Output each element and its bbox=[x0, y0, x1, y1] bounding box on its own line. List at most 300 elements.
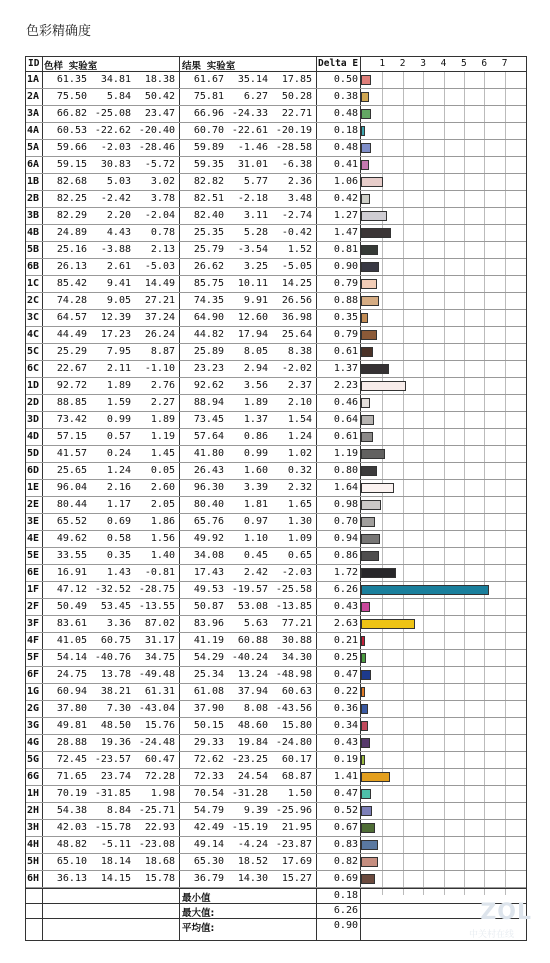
result-lab-value: 66.96 bbox=[193, 108, 224, 119]
delta-e-value: 0.80 bbox=[333, 465, 358, 476]
sample-lab-value: 12.39 bbox=[100, 312, 131, 323]
result-lab-value: 74.35 bbox=[193, 295, 224, 306]
result-lab-value: 50.28 bbox=[281, 91, 312, 102]
result-lab-value: 54.29 bbox=[193, 652, 224, 663]
sample-lab-value: -5.11 bbox=[100, 839, 131, 850]
header-sample: 色样 实验室 bbox=[44, 61, 98, 72]
delta-e-bar bbox=[361, 483, 394, 493]
delta-e-bar bbox=[361, 296, 379, 306]
delta-e-bar bbox=[361, 432, 373, 442]
result-lab-value: 26.62 bbox=[193, 261, 224, 272]
result-lab-value: 22.71 bbox=[281, 108, 312, 119]
sample-lab-value: 1.56 bbox=[150, 533, 175, 544]
delta-e-bar bbox=[361, 449, 385, 459]
result-lab-value: 73.45 bbox=[193, 414, 224, 425]
table-row bbox=[26, 140, 526, 157]
delta-e-value: 0.52 bbox=[333, 805, 358, 816]
delta-e-value: 0.48 bbox=[333, 108, 358, 119]
delta-e-bar bbox=[361, 789, 371, 799]
result-lab-value: 3.25 bbox=[243, 261, 268, 272]
result-lab-value: 57.64 bbox=[193, 431, 224, 442]
sample-lab-value: 70.19 bbox=[56, 788, 87, 799]
result-lab-value: -19.57 bbox=[231, 584, 268, 595]
sample-lab-value: 47.12 bbox=[56, 584, 87, 595]
delta-e-value: 0.47 bbox=[333, 669, 358, 680]
result-lab-value: -2.03 bbox=[281, 567, 312, 578]
sample-lab-value: -15.78 bbox=[94, 822, 131, 833]
result-lab-value: 88.94 bbox=[193, 397, 224, 408]
result-lab-value: 53.08 bbox=[237, 601, 268, 612]
result-lab-value: 3.48 bbox=[287, 193, 312, 204]
sample-lab-value: 0.57 bbox=[106, 431, 131, 442]
table-row bbox=[26, 395, 526, 412]
table-row bbox=[26, 293, 526, 310]
sample-lab-value: 22.93 bbox=[144, 822, 175, 833]
delta-e-value: 1.19 bbox=[333, 448, 358, 459]
sample-lab-value: 37.24 bbox=[144, 312, 175, 323]
delta-e-value: 0.83 bbox=[333, 839, 358, 850]
sample-lab-value: 23.47 bbox=[144, 108, 175, 119]
sample-lab-value: 2.20 bbox=[106, 210, 131, 221]
sample-lab-value: 60.47 bbox=[144, 754, 175, 765]
patch-id: 6E bbox=[27, 567, 40, 578]
sample-lab-value: 73.42 bbox=[56, 414, 87, 425]
color-accuracy-table bbox=[25, 56, 527, 941]
result-lab-value: 60.70 bbox=[193, 125, 224, 136]
delta-e-bar bbox=[361, 75, 371, 85]
sample-lab-value: 88.85 bbox=[56, 397, 87, 408]
patch-id: 3D bbox=[27, 414, 40, 425]
sample-lab-value: 38.21 bbox=[100, 686, 131, 697]
table-row bbox=[26, 191, 526, 208]
result-lab-value: 5.63 bbox=[243, 618, 268, 629]
scale-tick-label: 4 bbox=[440, 58, 447, 69]
result-lab-value: 14.30 bbox=[237, 873, 268, 884]
result-lab-value: -15.19 bbox=[231, 822, 268, 833]
result-lab-value: -4.24 bbox=[237, 839, 268, 850]
sample-lab-value: 9.05 bbox=[106, 295, 131, 306]
sample-lab-value: 0.69 bbox=[106, 516, 131, 527]
result-lab-value: 82.82 bbox=[193, 176, 224, 187]
sample-lab-value: 18.14 bbox=[100, 856, 131, 867]
delta-e-bar bbox=[361, 398, 370, 408]
delta-e-value: 1.72 bbox=[333, 567, 358, 578]
patch-id: 6B bbox=[27, 261, 40, 272]
result-lab-value: 77.21 bbox=[281, 618, 312, 629]
sample-lab-value: 33.55 bbox=[56, 550, 87, 561]
result-lab-value: 54.79 bbox=[193, 805, 224, 816]
summary-max-row bbox=[26, 903, 526, 918]
patch-id: 4G bbox=[27, 737, 40, 748]
summary-min-value: 0.18 bbox=[333, 890, 358, 901]
table-row bbox=[26, 820, 526, 837]
delta-e-bar bbox=[361, 466, 377, 476]
delta-e-bar bbox=[361, 177, 383, 187]
table-row bbox=[26, 225, 526, 242]
result-lab-value: 0.86 bbox=[243, 431, 268, 442]
table-row bbox=[26, 310, 526, 327]
sample-lab-value: -28.75 bbox=[138, 584, 175, 595]
delta-e-value: 0.47 bbox=[333, 788, 358, 799]
sample-lab-value: -0.81 bbox=[144, 567, 175, 578]
result-lab-value: 36.98 bbox=[281, 312, 312, 323]
result-lab-value: 31.01 bbox=[237, 159, 268, 170]
sample-lab-value: 64.57 bbox=[56, 312, 87, 323]
sample-lab-value: 0.78 bbox=[150, 227, 175, 238]
table-row bbox=[26, 854, 526, 871]
patch-id: 3C bbox=[27, 312, 40, 323]
result-lab-value: -5.05 bbox=[281, 261, 312, 272]
result-lab-value: 8.38 bbox=[287, 346, 312, 357]
delta-e-bar bbox=[361, 636, 365, 646]
result-lab-value: -43.56 bbox=[275, 703, 312, 714]
watermark-text: 中关村在线 bbox=[468, 930, 514, 940]
result-lab-value: 1.37 bbox=[243, 414, 268, 425]
sample-lab-value: -40.76 bbox=[94, 652, 131, 663]
delta-e-bar bbox=[361, 704, 368, 714]
table-row bbox=[26, 667, 526, 684]
result-lab-value: 0.99 bbox=[243, 448, 268, 459]
sample-lab-value: 53.45 bbox=[100, 601, 131, 612]
result-lab-value: -2.02 bbox=[281, 363, 312, 374]
delta-e-value: 0.69 bbox=[333, 873, 358, 884]
sample-lab-value: -25.71 bbox=[138, 805, 175, 816]
sample-lab-value: 57.15 bbox=[56, 431, 87, 442]
sample-lab-value: -13.55 bbox=[138, 601, 175, 612]
sample-lab-value: 3.78 bbox=[150, 193, 175, 204]
result-lab-value: 70.54 bbox=[193, 788, 224, 799]
result-lab-value: 80.40 bbox=[193, 499, 224, 510]
result-lab-value: 25.35 bbox=[193, 227, 224, 238]
table-header bbox=[26, 57, 526, 72]
sample-lab-value: 2.60 bbox=[150, 482, 175, 493]
result-lab-value: 1.54 bbox=[287, 414, 312, 425]
sample-lab-value: -31.85 bbox=[94, 788, 131, 799]
result-lab-value: 0.97 bbox=[243, 516, 268, 527]
table-row bbox=[26, 633, 526, 650]
result-lab-value: 3.39 bbox=[243, 482, 268, 493]
delta-e-value: 0.19 bbox=[333, 754, 358, 765]
sample-lab-value: 72.28 bbox=[144, 771, 175, 782]
scale-tick-label: 5 bbox=[461, 58, 467, 69]
sample-lab-value: 1.17 bbox=[106, 499, 131, 510]
result-lab-value: 35.14 bbox=[237, 74, 268, 85]
result-lab-value: 1.30 bbox=[287, 516, 312, 527]
table-row bbox=[26, 72, 526, 89]
sample-lab-value: 22.67 bbox=[56, 363, 87, 374]
sample-lab-value: 27.21 bbox=[144, 295, 175, 306]
delta-e-bar bbox=[361, 500, 381, 510]
result-lab-value: 1.65 bbox=[287, 499, 312, 510]
result-lab-value: 83.96 bbox=[193, 618, 224, 629]
delta-e-bar bbox=[361, 619, 415, 629]
delta-e-value: 1.06 bbox=[333, 176, 358, 187]
table-row bbox=[26, 497, 526, 514]
table-row bbox=[26, 429, 526, 446]
result-lab-value: 21.95 bbox=[281, 822, 312, 833]
delta-e-value: 0.43 bbox=[333, 737, 358, 748]
result-lab-value: 1.60 bbox=[243, 465, 268, 476]
sample-lab-value: 1.43 bbox=[106, 567, 131, 578]
sample-lab-value: 8.84 bbox=[106, 805, 131, 816]
result-lab-value: 25.34 bbox=[193, 669, 224, 680]
table-row bbox=[26, 378, 526, 395]
delta-e-bar bbox=[361, 330, 377, 340]
table-row bbox=[26, 361, 526, 378]
sample-lab-value: 25.29 bbox=[56, 346, 87, 357]
page-title: 色彩精确度 bbox=[26, 24, 92, 39]
delta-e-value: 0.41 bbox=[333, 159, 358, 170]
result-lab-value: 26.56 bbox=[281, 295, 312, 306]
result-lab-value: 23.23 bbox=[193, 363, 224, 374]
sample-lab-value: 24.75 bbox=[56, 669, 87, 680]
delta-e-bar bbox=[361, 755, 365, 765]
result-lab-value: 96.30 bbox=[193, 482, 224, 493]
result-lab-value: -6.38 bbox=[281, 159, 312, 170]
sample-lab-value: 0.24 bbox=[106, 448, 131, 459]
sample-lab-value: 1.19 bbox=[150, 431, 175, 442]
sample-lab-value: 2.13 bbox=[150, 244, 175, 255]
result-lab-value: 1.24 bbox=[287, 431, 312, 442]
result-lab-value: 1.89 bbox=[243, 397, 268, 408]
patch-id: 3E bbox=[27, 516, 40, 527]
result-lab-value: 50.15 bbox=[193, 720, 224, 731]
table-row bbox=[26, 208, 526, 225]
table-row bbox=[26, 565, 526, 582]
sample-lab-value: 74.28 bbox=[56, 295, 87, 306]
sample-lab-value: -5.72 bbox=[144, 159, 175, 170]
result-lab-value: 9.39 bbox=[243, 805, 268, 816]
table-row bbox=[26, 769, 526, 786]
patch-id: 3F bbox=[27, 618, 40, 629]
result-lab-value: 8.05 bbox=[243, 346, 268, 357]
sample-lab-value: 71.65 bbox=[56, 771, 87, 782]
result-lab-value: 19.84 bbox=[237, 737, 268, 748]
sample-lab-value: 61.35 bbox=[56, 74, 87, 85]
scale-tick-label: 3 bbox=[420, 58, 426, 69]
summary-min-row bbox=[26, 888, 526, 903]
result-lab-value: 59.89 bbox=[193, 142, 224, 153]
patch-id: 5C bbox=[27, 346, 40, 357]
patch-id: 1H bbox=[27, 788, 40, 799]
sample-lab-value: 37.80 bbox=[56, 703, 87, 714]
result-lab-value: -23.87 bbox=[275, 839, 312, 850]
delta-e-value: 0.35 bbox=[333, 312, 358, 323]
result-lab-value: -0.42 bbox=[281, 227, 312, 238]
sample-lab-value: 1.89 bbox=[106, 380, 131, 391]
sample-lab-value: 65.10 bbox=[56, 856, 87, 867]
table-row bbox=[26, 446, 526, 463]
result-lab-value: 2.10 bbox=[287, 397, 312, 408]
summary-avg-label: 平均值: bbox=[182, 923, 215, 934]
table-row bbox=[26, 837, 526, 854]
result-lab-value: 75.81 bbox=[193, 91, 224, 102]
result-lab-value: -31.28 bbox=[231, 788, 268, 799]
delta-e-value: 6.26 bbox=[333, 584, 358, 595]
delta-e-value: 1.41 bbox=[333, 771, 358, 782]
table-row bbox=[26, 106, 526, 123]
delta-e-value: 0.90 bbox=[333, 261, 358, 272]
sample-lab-value: 26.13 bbox=[56, 261, 87, 272]
result-lab-value: 6.27 bbox=[243, 91, 268, 102]
delta-e-value: 0.34 bbox=[333, 720, 358, 731]
delta-e-bar bbox=[361, 721, 368, 731]
delta-e-bar bbox=[361, 211, 387, 221]
delta-e-value: 0.43 bbox=[333, 601, 358, 612]
delta-e-bar bbox=[361, 143, 371, 153]
table-row bbox=[26, 718, 526, 735]
delta-e-bar bbox=[361, 823, 375, 833]
patch-id: 5B bbox=[27, 244, 40, 255]
delta-e-value: 1.47 bbox=[333, 227, 358, 238]
result-lab-value: 68.87 bbox=[281, 771, 312, 782]
delta-e-bar bbox=[361, 109, 371, 119]
sample-lab-value: 41.05 bbox=[56, 635, 87, 646]
patch-id: 5H bbox=[27, 856, 40, 867]
result-lab-value: 44.82 bbox=[193, 329, 224, 340]
patch-id: 3H bbox=[27, 822, 40, 833]
patch-id: 6A bbox=[27, 159, 40, 170]
result-lab-value: -2.18 bbox=[237, 193, 268, 204]
delta-e-value: 0.64 bbox=[333, 414, 358, 425]
result-lab-value: 13.24 bbox=[237, 669, 268, 680]
patch-id: 2H bbox=[27, 805, 40, 816]
result-lab-value: 2.32 bbox=[287, 482, 312, 493]
summary-max-value: 6.26 bbox=[333, 905, 358, 916]
table-row bbox=[26, 174, 526, 191]
delta-e-value: 0.88 bbox=[333, 295, 358, 306]
scale-tick-label: 1 bbox=[379, 58, 386, 69]
result-lab-value: 72.62 bbox=[193, 754, 224, 765]
result-lab-value: 36.79 bbox=[193, 873, 224, 884]
delta-e-value: 0.61 bbox=[333, 431, 358, 442]
result-lab-value: 0.45 bbox=[243, 550, 268, 561]
result-lab-value: 26.43 bbox=[193, 465, 224, 476]
sample-lab-value: -49.48 bbox=[138, 669, 175, 680]
sample-lab-value: 1.86 bbox=[150, 516, 175, 527]
delta-e-value: 0.70 bbox=[333, 516, 358, 527]
delta-e-bar bbox=[361, 364, 389, 374]
result-lab-value: -25.58 bbox=[275, 584, 312, 595]
result-lab-value: 72.33 bbox=[193, 771, 224, 782]
result-lab-value: 41.19 bbox=[193, 635, 224, 646]
result-lab-value: 65.76 bbox=[193, 516, 224, 527]
sample-lab-value: 24.89 bbox=[56, 227, 87, 238]
sample-lab-value: 4.43 bbox=[106, 227, 131, 238]
sample-lab-value: 25.16 bbox=[56, 244, 87, 255]
delta-e-bar bbox=[361, 585, 489, 595]
delta-e-value: 0.79 bbox=[333, 278, 358, 289]
result-lab-value: -24.33 bbox=[231, 108, 268, 119]
result-lab-value: -20.19 bbox=[275, 125, 312, 136]
sample-lab-value: 42.03 bbox=[56, 822, 87, 833]
table-row bbox=[26, 548, 526, 565]
sample-lab-value: 0.99 bbox=[106, 414, 131, 425]
result-lab-value: 1.50 bbox=[287, 788, 312, 799]
result-lab-value: 2.42 bbox=[243, 567, 268, 578]
sample-lab-value: 7.95 bbox=[106, 346, 131, 357]
sample-lab-value: 54.14 bbox=[56, 652, 87, 663]
table-row bbox=[26, 344, 526, 361]
sample-lab-value: 80.44 bbox=[56, 499, 87, 510]
result-lab-value: 2.36 bbox=[287, 176, 312, 187]
delta-e-value: 0.67 bbox=[333, 822, 358, 833]
patch-id: 2C bbox=[27, 295, 40, 306]
delta-e-value: 0.50 bbox=[333, 74, 358, 85]
delta-e-value: 2.63 bbox=[333, 618, 358, 629]
sample-lab-value: 30.83 bbox=[100, 159, 131, 170]
sample-lab-value: -25.08 bbox=[94, 108, 131, 119]
patch-id: 5D bbox=[27, 448, 40, 459]
sample-lab-value: 34.81 bbox=[100, 74, 131, 85]
delta-e-value: 0.82 bbox=[333, 856, 358, 867]
result-lab-value: 60.17 bbox=[281, 754, 312, 765]
sample-lab-value: -2.42 bbox=[100, 193, 131, 204]
patch-id: 2E bbox=[27, 499, 40, 510]
result-lab-value: -13.85 bbox=[275, 601, 312, 612]
result-lab-value: 34.30 bbox=[281, 652, 312, 663]
result-lab-value: 24.54 bbox=[237, 771, 268, 782]
sample-lab-value: 23.74 bbox=[100, 771, 131, 782]
delta-e-value: 0.25 bbox=[333, 652, 358, 663]
sample-lab-value: 66.82 bbox=[56, 108, 87, 119]
result-lab-value: 60.88 bbox=[237, 635, 268, 646]
patch-id: 5E bbox=[27, 550, 40, 561]
sample-lab-value: 2.27 bbox=[150, 397, 175, 408]
sample-lab-value: 13.78 bbox=[100, 669, 131, 680]
patch-id: 1E bbox=[27, 482, 40, 493]
result-lab-value: 64.90 bbox=[193, 312, 224, 323]
result-lab-value: 17.85 bbox=[281, 74, 312, 85]
sample-lab-value: 9.41 bbox=[106, 278, 131, 289]
result-lab-value: 25.64 bbox=[281, 329, 312, 340]
patch-id: 2D bbox=[27, 397, 40, 408]
delta-e-bar bbox=[361, 262, 379, 272]
patch-id: 4E bbox=[27, 533, 40, 544]
result-lab-value: -24.80 bbox=[275, 737, 312, 748]
patch-id: 1C bbox=[27, 278, 40, 289]
header-delta: Delta E bbox=[318, 58, 359, 69]
table-row bbox=[26, 259, 526, 276]
result-lab-value: 0.65 bbox=[287, 550, 312, 561]
delta-e-value: 1.64 bbox=[333, 482, 358, 493]
patch-id: 4B bbox=[27, 227, 40, 238]
sample-lab-value: -23.57 bbox=[94, 754, 131, 765]
result-lab-value: 37.90 bbox=[193, 703, 224, 714]
result-lab-value: 34.08 bbox=[193, 550, 224, 561]
table-row bbox=[26, 157, 526, 174]
result-lab-value: 0.32 bbox=[287, 465, 312, 476]
summary-avg-row bbox=[26, 918, 526, 933]
patch-id: 5F bbox=[27, 652, 40, 663]
table-row bbox=[26, 871, 526, 888]
sample-lab-value: 44.49 bbox=[56, 329, 87, 340]
header-result: 结果 实验室 bbox=[182, 61, 236, 72]
patch-id: 2G bbox=[27, 703, 40, 714]
result-lab-value: 61.67 bbox=[193, 74, 224, 85]
table-row bbox=[26, 701, 526, 718]
delta-e-bar bbox=[361, 126, 365, 136]
scale-tick-label: 2 bbox=[399, 58, 406, 69]
result-lab-value: -2.74 bbox=[281, 210, 312, 221]
result-lab-value: 49.92 bbox=[193, 533, 224, 544]
result-lab-value: 1.81 bbox=[243, 499, 268, 510]
sample-lab-value: 14.15 bbox=[100, 873, 131, 884]
delta-e-bar bbox=[361, 840, 378, 850]
sample-lab-value: 17.23 bbox=[100, 329, 131, 340]
patch-id: 3B bbox=[27, 210, 40, 221]
sample-lab-value: 3.36 bbox=[106, 618, 131, 629]
